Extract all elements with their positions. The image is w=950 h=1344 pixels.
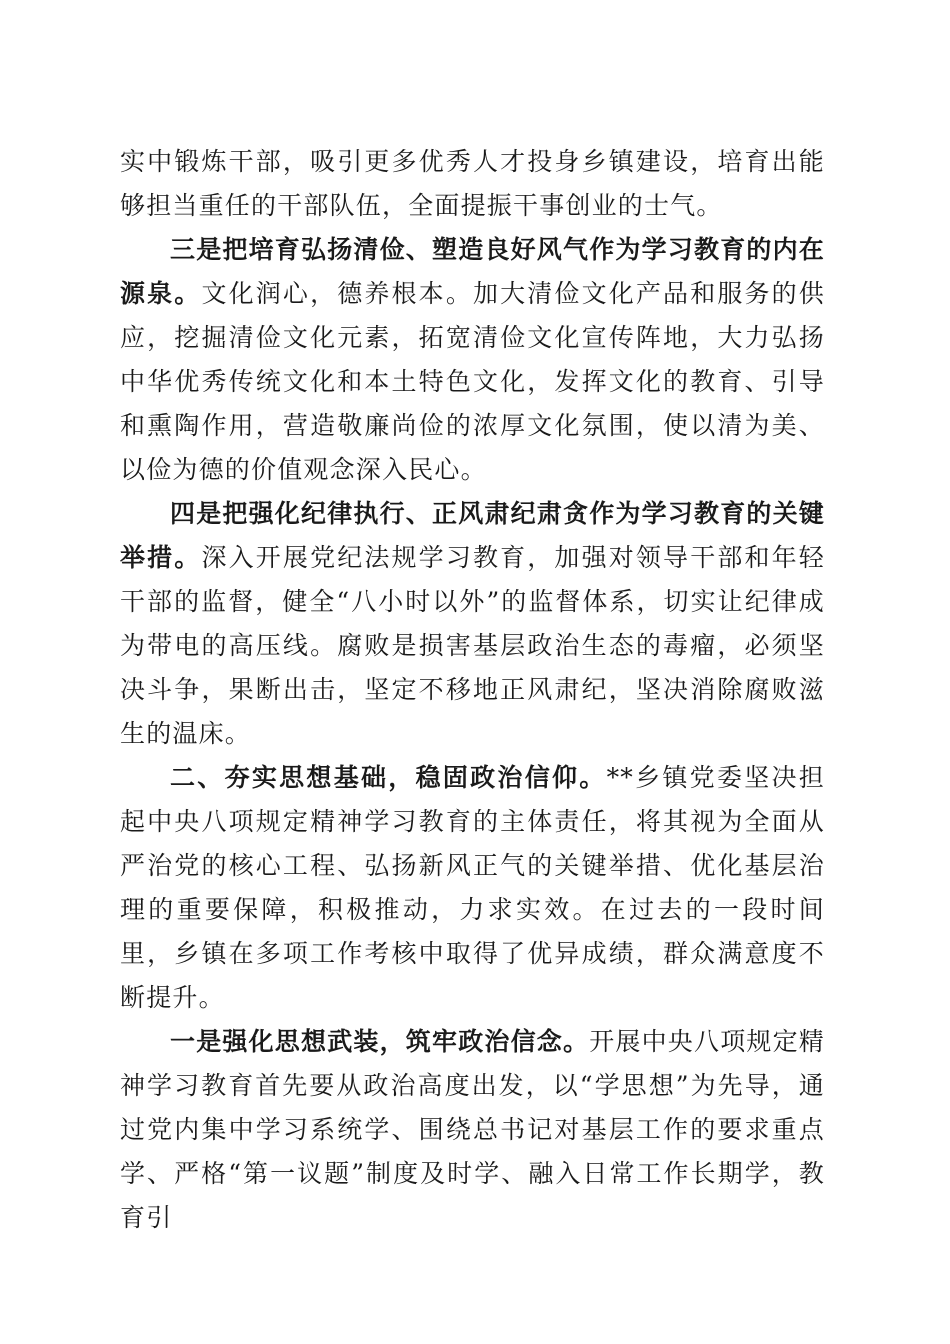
paragraph-text: 实中锻炼干部，吸引更多优秀人才投身乡镇建设，培育出能够担当重任的干部队伍，全面提振干事创业的士气。 [120, 147, 825, 220]
paragraph-point-four [120, 492, 825, 756]
paragraph-point-one [120, 1020, 825, 1240]
paragraph-lead: 三是把培育弘扬清俭、塑造良好风气作为学习教育的内在源泉。 [120, 235, 826, 308]
paragraph-text: 文化润心，德养根本。加大清俭文化产品和服务的供应，挖掘清俭文化元素，拓宽清俭文化宣传阵地，大力弘扬中华优秀传统文化和本土特色文化，发挥文化的教育、引导和熏陶作用，营造敬廉尚俭的浓厚文化氛围，使以清为美、以俭为德的价值观念深入民心。 [120, 279, 825, 484]
paragraph-continuation [120, 140, 825, 228]
document-body [120, 140, 825, 1240]
paragraph-lead: 四是把强化纪律执行、正风肃纪肃贪作为学习教育的关键举措。 [120, 499, 826, 572]
paragraph-text: 开展中央八项规定精神学习教育首先要从政治高度出发，以“学思想”为先导，通过党内集中学习系统学、围绕总书记对基层工作的要求重点学、严格“第一议题”制度及时学、融入日常工作长期学，教育引 [120, 1027, 826, 1232]
paragraph-text: **乡镇党委坚决担起中央八项规定精神学习教育的主体责任，将其视为全面从严治党的核心工程、弘扬新风正气的关键举措、优化基层治理的重要保障，积极推动，力求实效。在过去的一段时间里，乡镇在多项工作考核中取得了优异成绩，群众满意度不断提升。 [120, 763, 825, 1012]
section-heading: 二、夯实思想基础，稳固政治信仰。 [170, 763, 607, 792]
paragraph-text: 深入开展党纪法规学习教育，加强对领导干部和年轻干部的监督，健全“八小时以外”的监督体系，切实让纪律成为带电的高压线。腐败是损害基层政治生态的毒瘤，必须坚决斗争，果断出击，坚定不移地正风肃纪，坚决消除腐败滋生的温床。 [120, 543, 825, 748]
paragraph-point-three [120, 228, 825, 492]
paragraph-section-two [120, 756, 825, 1020]
paragraph-lead: 一是强化思想武装，筑牢政治信念。 [170, 1027, 590, 1056]
